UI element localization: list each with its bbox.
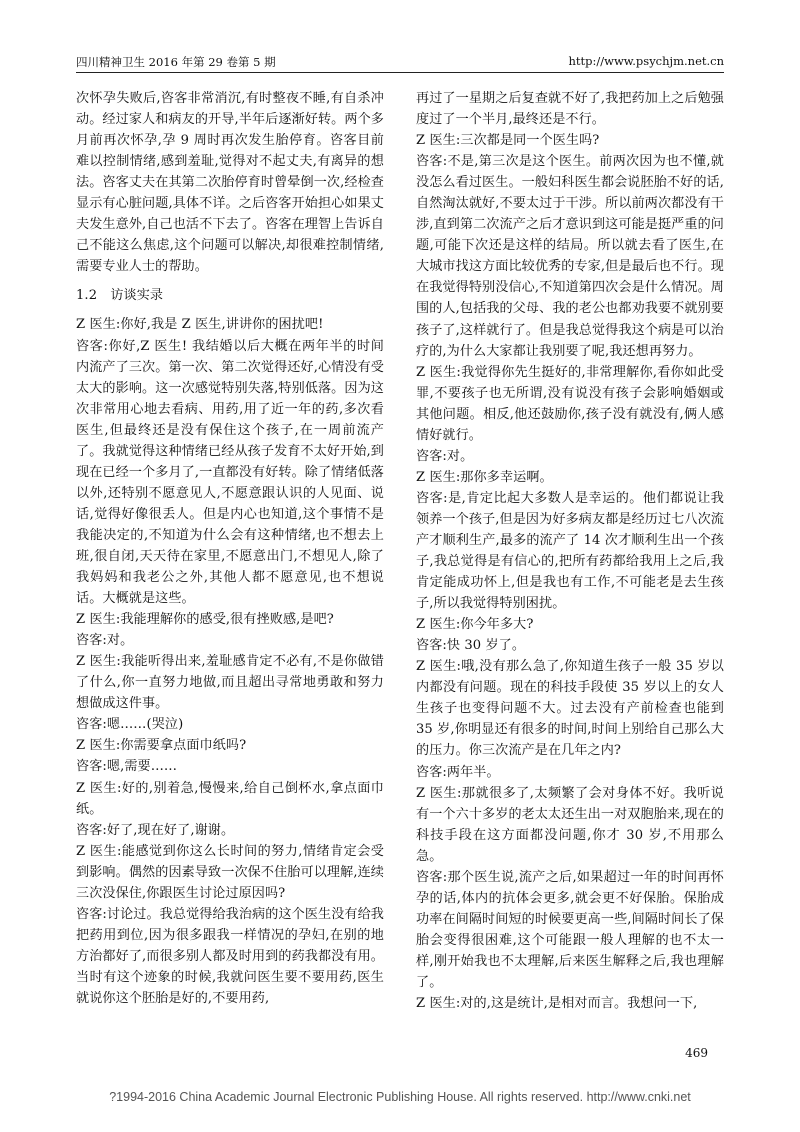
dialogue-line: 咨客:讨论过。我总觉得给我治病的这个医生没有给我把药用到位,因为很多跟我一样情况的孕妇,在别的地方治都好了,而很多别人都及时用到的药我都没有用。当时有这个迹象的时候,我就问医生要不要用药,医生就说你这个胚胎是好的,不要用药, [76,906,384,1006]
dialogue-line: 咨客:好了,现在好了,谢谢。 [76,822,235,838]
dialogue-line: 再过了一星期之后复查就不好了,我把药加上之后勉强度过了一个半月,最终还是不行。 [416,91,724,128]
dialogue-line: Z 医生:对的,这是统计,是相对而言。我想问一下, [416,996,698,1012]
dialogue-line: 咨客:对。 [416,448,474,464]
dialogue-line: Z 医生:我能听得出来,羞耻感肯定不必有,不是你做错了什么,你一直努力地做,而且超出寻常地勇敢和努力想做成这件事。 [76,654,384,712]
copyright-footer: ?1994-2016 China Academic Journal Electronic Publishing House. All rights reserved. http://www.cnki.net [109,1090,691,1104]
dialogue-line: 咨客:你好,Z 医生! 我结婚以后大概在两年半的时间内流产了三次。第一次、第二次觉得还好,心情没有受太大的影响。这一次感觉特别失落,特别低落。因为这次非常用心地去看病、用药,用了近一年的药,多次看医生,但最终还是没有保住这个孩子,在一周前流产了。我就觉得这种情绪已经从孩子发育不太好开始,到现在已经一个多月了,一直都没有好转。除了情绪低落以外,还特别不愿意见人,不愿意跟认识的人见面、说话,觉得好像很丢人。但是内心也知道,这个事情不是我能决定的,不知道为什么会有这种情绪,也不想去上班,很自闭,天天待在家里,不愿意出门,不想见人,除了我妈妈和我老公之外,其他人都不愿意见,也不想说话。大概就是这些。 [76,338,384,607]
dialogue-line: Z 医生:哦,没有那么急了,你知道生孩子一般 35 岁以内都没有问题。现在的科技手段使 35 岁以上的女人生孩子也变得问题不大。过去没有产前检查也能到 35 岁,你明显还有很多的时间,时间上别给自己那么大的压力。你三次流产是在几年之内? [416,659,724,759]
running-header [76,52,724,73]
dialogue-line: 咨客:不是,第三次是这个医生。前两次因为也不懂,就没怎么看过医生。一般妇科医生都会说胚胎不好的话,自然淘汰就好,不要太过于干涉。所以前两次都没有干涉,直到第二次流产之后才意识到这可能是挺严重的问题,可能下次还是这样的结局。所以就去看了医生,在大城市找这方面比较优秀的专家,但是最后也不行。现在我觉得特别没信心,不知道第四次会是什么情况。周围的人,包括我的父母、我的老公也都劝我要不就别要孩子了,这样就行了。但是我总觉得我这个病是可以治疗的,为什么大家都让我别要了呢,我还想再努力。 [416,154,724,359]
dialogue-line: 咨客:嗯,需要…… [76,759,178,775]
dialogue-line: 咨客:嗯……(哭泣) [76,717,184,733]
dialogue-line: 咨客:两年半。 [416,764,500,780]
dialogue-line: Z 医生:你今年多大? [416,617,534,633]
section-heading: 1.2 访谈实录 [76,288,164,304]
dialogue-line: 咨客:是,肯定比起大多数人是幸运的。他们都说让我领养一个孩子,但是因为好多病友都是经历过七八次流产才顺利生产,最多的流产了 14 次才顺利生出一个孩子,我总觉得是有信心的,把所有药都给我用上之后,我肯定能成功怀上,但是我也有工作,不可能老是去生孩子,所以我觉得特别困扰。 [416,490,724,612]
dialogue-line: Z 医生:那就很多了,太频繁了会对身体不好。我听说有一个六十多岁的老太太还生出一对双胞胎来,现在的科技手段在这方面都没问题,你才 30 岁,不用那么急。 [416,785,724,864]
dialogue-line: Z 医生:能感觉到你这么长时间的努力,情绪肯定会受到影响。偶然的因素导致一次保不住胎可以理解,连续三次没保住,你跟医生讨论过原因吗? [76,843,384,901]
journal-issue: 四川精神卫生 2016 年第 29 卷第 5 期 [76,55,276,69]
dialogue-line: 咨客:对。 [76,633,134,649]
dialogue-line: Z 医生:三次都是同一个医生吗? [416,133,600,149]
left-column [76,88,384,1009]
dialogue-line: 咨客:快 30 岁了。 [416,638,526,654]
dialogue-line: Z 医生:你需要拿点面巾纸吗? [76,738,247,754]
dialogue-line: Z 医生:你好,我是 Z 医生,讲讲你的困扰吧! [76,317,324,333]
dialogue-line: Z 医生:好的,别着急,慢慢来,给自己倒杯水,拿点面巾纸。 [76,780,384,817]
page-number: 469 [685,1046,708,1060]
dialogue-line: Z 医生:我觉得你先生挺好的,非常理解你,看你如此受罪,不要孩子也无所谓,没有说没有孩子会影响婚姻或其他问题。相反,他还鼓励你,孩子没有就没有,俩人感情好就行。 [416,364,724,443]
journal-url: http://www.psychjm.net.cn [568,54,724,68]
dialogue-line: Z 医生:那你多幸运啊。 [416,469,553,485]
dialogue-line: Z 医生:我能理解你的感受,很有挫败感,是吧? [76,612,334,628]
right-column [416,88,724,1014]
case-intro: 次怀孕失败后,咨客非常消沉,有时整夜不睡,有自杀冲动。经过家人和病友的开导,半年后逐渐好转。两个多月前再次怀孕,孕 9 周时再次发生胎停育。咨客目前难以控制情绪,感到羞耻,觉得对不起丈夫,有离异的想法。咨客丈夫在其第二次胎停育时曾晕倒一次,经检查显示有心脏问题,具体不详。之后咨客开始担心如果丈夫发生意外,自己也活不下去了。咨客在理智上告诉自己不能这么焦虑,这个问题可以解决,却很难控制情绪,需要专业人士的帮助。 [76,91,384,275]
dialogue-line: 咨客:那个医生说,流产之后,如果超过一年的时间再怀孕的话,体内的抗体会更多,就会更不好保胎。保胎成功率在间隔时间短的时候要更高一些,间隔时间长了保胎会变得很困难,这个可能跟一般人理解的也不太一样,刚开始我也不太理解,后来医生解释之后,我也理解了。 [416,869,724,990]
